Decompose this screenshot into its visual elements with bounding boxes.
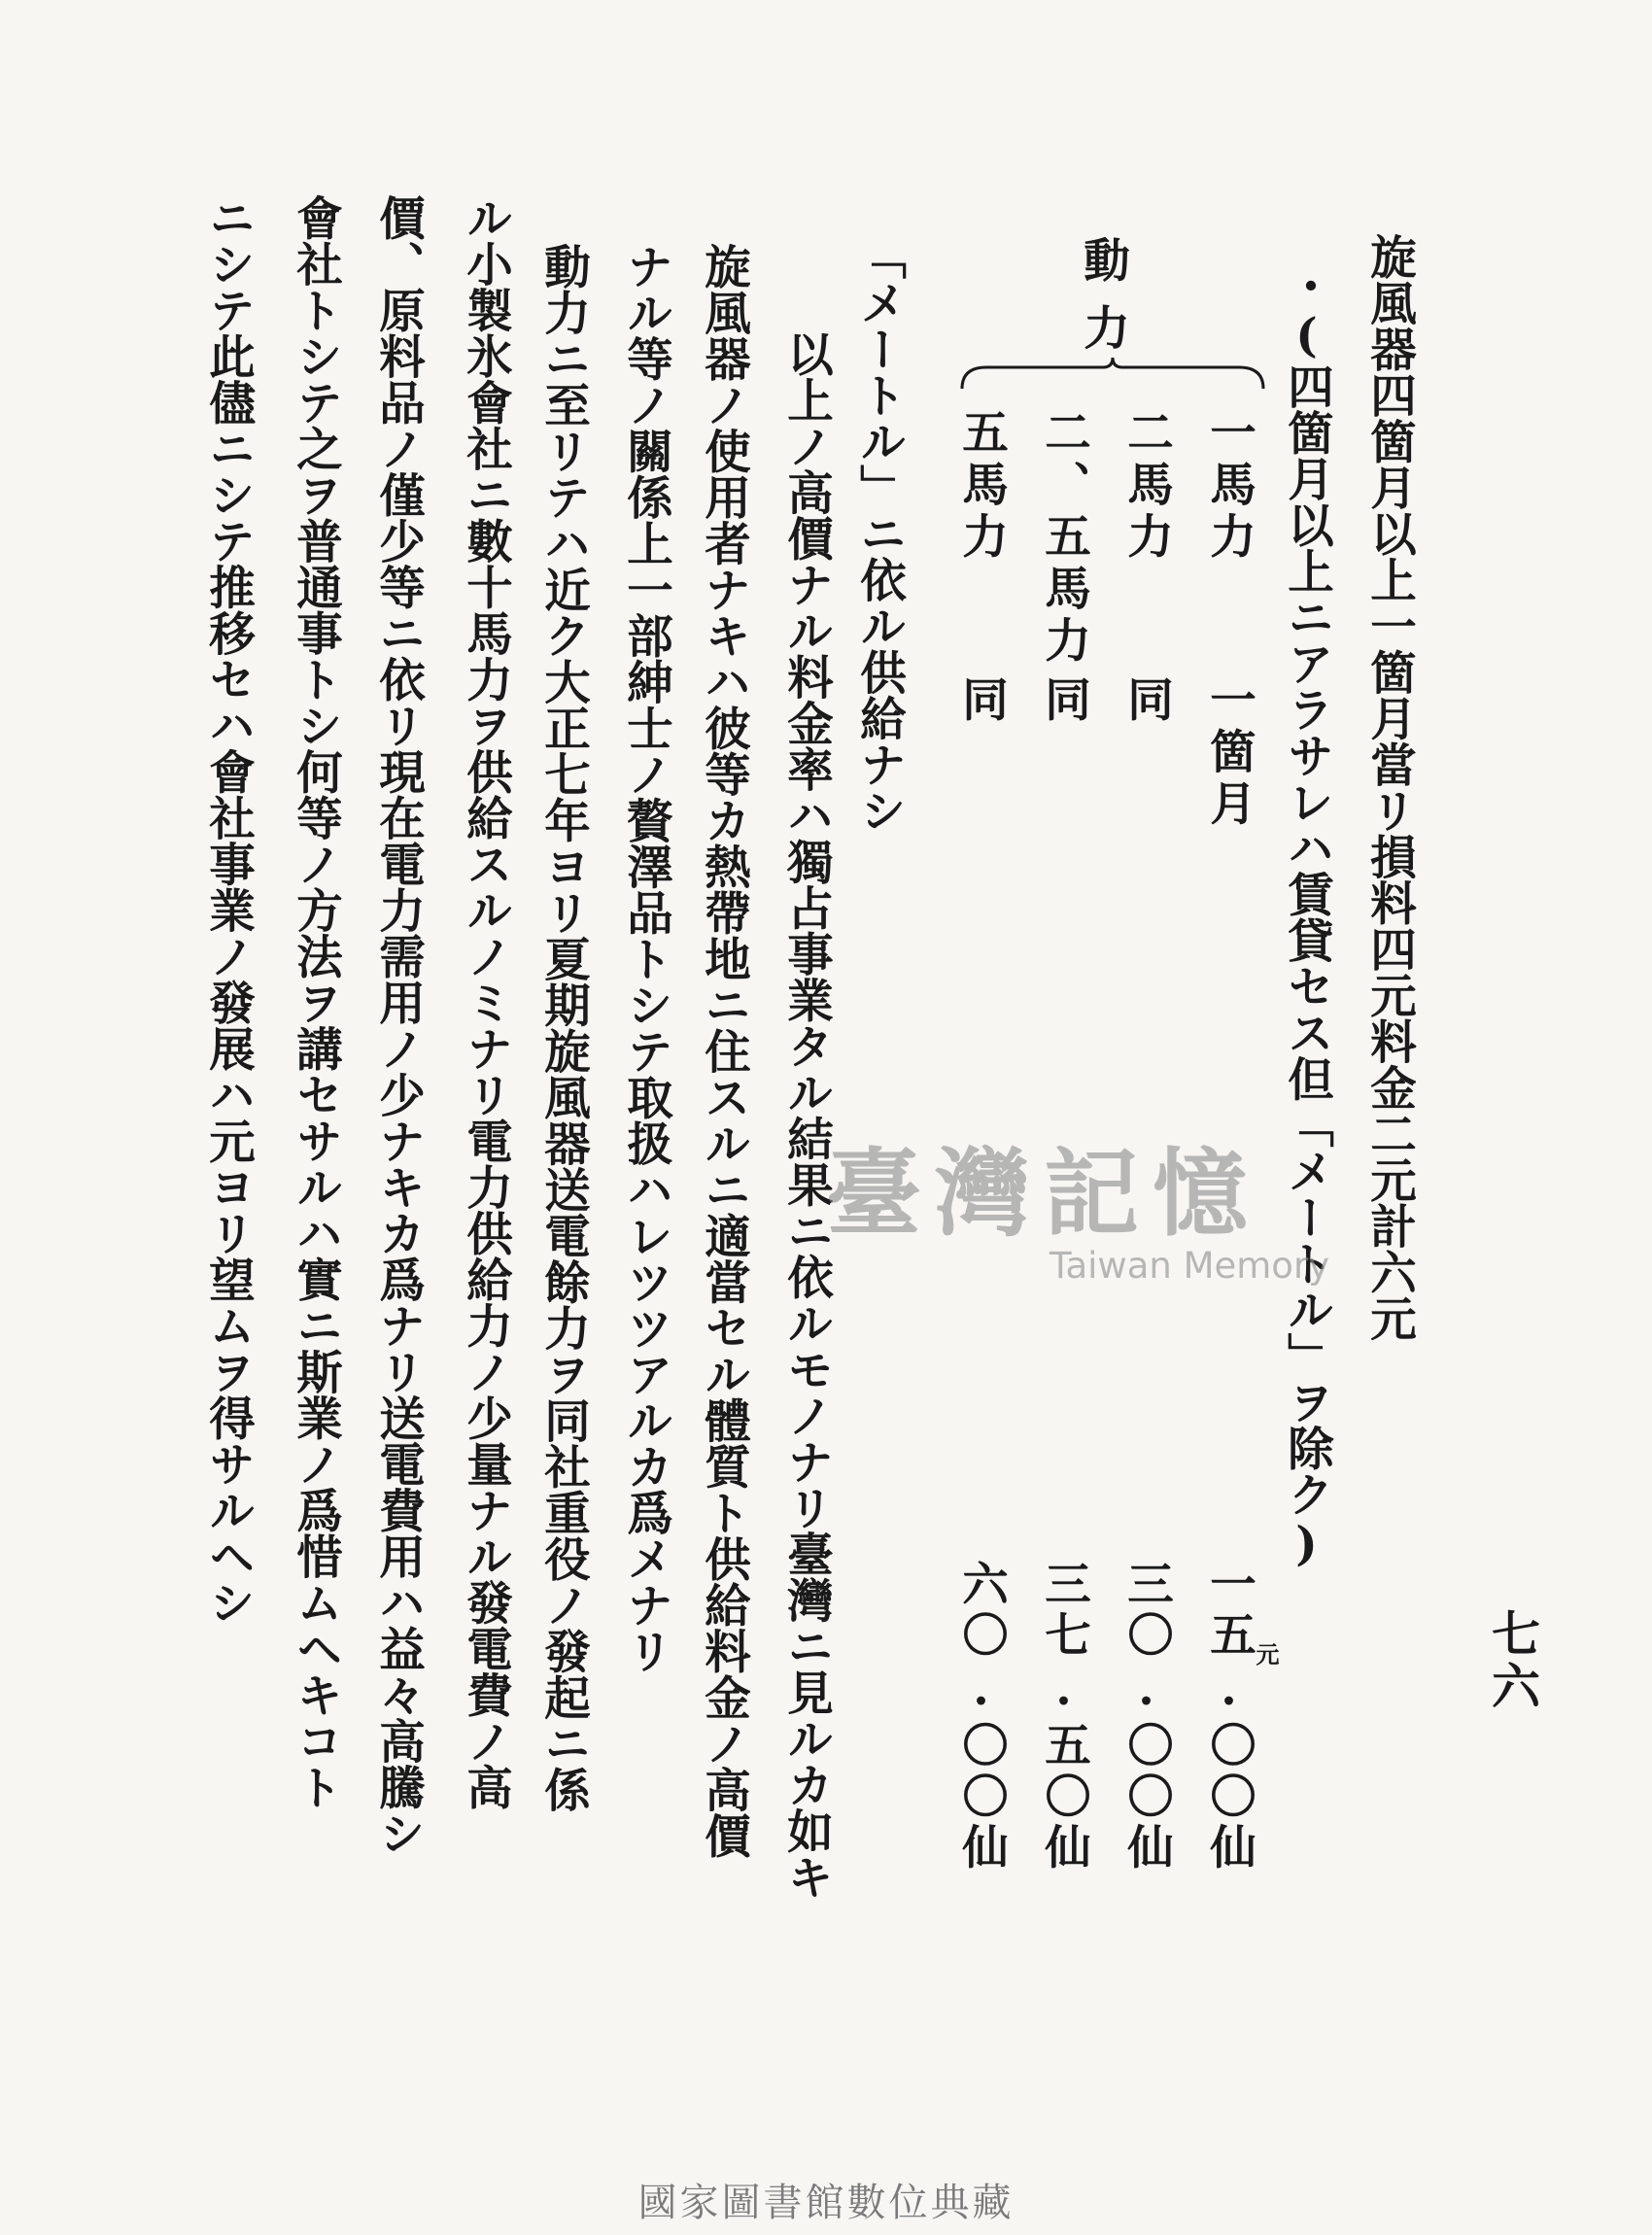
text-column-6: ナル等ノ關係上一部紳士ノ贅澤品トシテ取扱ハレツツアルカ爲メナリ (618, 243, 673, 1674)
table-row-2-price: 三〇.〇〇仙 (1119, 1560, 1174, 1874)
text-column-4: 以上ノ高價ナル料金率ハ獨占事業タル結果ニ依ルモノナリ臺灣ニ見ルカ如キ (778, 330, 834, 1900)
table-row-1-price: 一五.〇〇仙 (1201, 1560, 1256, 1874)
text-column-9: 價、原料品ノ僅少等ニ依リ現在電力需用ノ少ナキカ爲ナリ送電費用ハ益々高騰シ (370, 194, 426, 1856)
text-column-1: 旋風器四箇月以上一箇月當リ損料四元料金二元計六元 (1361, 233, 1417, 1341)
watermark-subtitle: Taiwan Memory (1050, 1245, 1330, 1287)
table-row-1-hp: 一馬力 (1201, 408, 1256, 565)
table-row-4-price: 六〇.〇〇仙 (953, 1560, 1009, 1874)
text-column-3: 「メートル」ニ依ル供給ナシ (851, 233, 907, 834)
power-table-label: 動力 (1075, 236, 1130, 371)
table-row-4-hp: 五馬力 (953, 408, 1009, 565)
table-row-2-hp: 二馬力 (1119, 408, 1174, 565)
table-row-3-price: 三七.五〇仙 (1036, 1560, 1091, 1874)
text-column-11: ニシテ此儘ニシテ推移セハ會社事業ノ發展ハ元ヨリ望ムヲ得サルヘシ (200, 194, 256, 1626)
table-brace (957, 358, 1268, 396)
watermark-title: 臺灣記憶 (826, 1138, 1262, 1250)
text-column-7: 動力ニ至リテハ近ク大正七年ヨリ夏期旋風器送電餘力ヲ同社重役ノ發起ニ係 (535, 243, 591, 1812)
footer-source: 國家圖書館數位典藏 (637, 2181, 1015, 2225)
text-column-2: ・(四箇月以上ニアラサレハ賃貸セス但「メートル」ヲ除ク) (1279, 262, 1334, 1571)
text-column-5: 旋風器ノ使用者ナキハ彼等カ熱帶地ニ住スルニ適當セル體質ト供給料金ノ高價 (696, 243, 751, 1859)
table-row-3-period: 同 (1036, 675, 1091, 728)
page-number: 七六 (1484, 1608, 1541, 1713)
table-row-3-hp: 二、五馬力 (1036, 408, 1091, 669)
currency-unit: 元 (1252, 1642, 1280, 1666)
text-column-8: ル小製氷會社ニ數十馬力ヲ供給スルノミナリ電力供給力ノ少量ナル發電費ノ高 (458, 194, 513, 1810)
table-row-2-period: 同 (1119, 675, 1174, 728)
text-column-10: 會社トシテ之ヲ普通事トシ何等ノ方法ヲ講セサルハ實ニ斯業ノ爲惜ムヘキコト (288, 194, 343, 1810)
watermark (826, 1118, 1329, 1287)
table-row-4-period: 同 (953, 675, 1009, 728)
table-row-1-period: 一箇月 (1201, 675, 1256, 832)
